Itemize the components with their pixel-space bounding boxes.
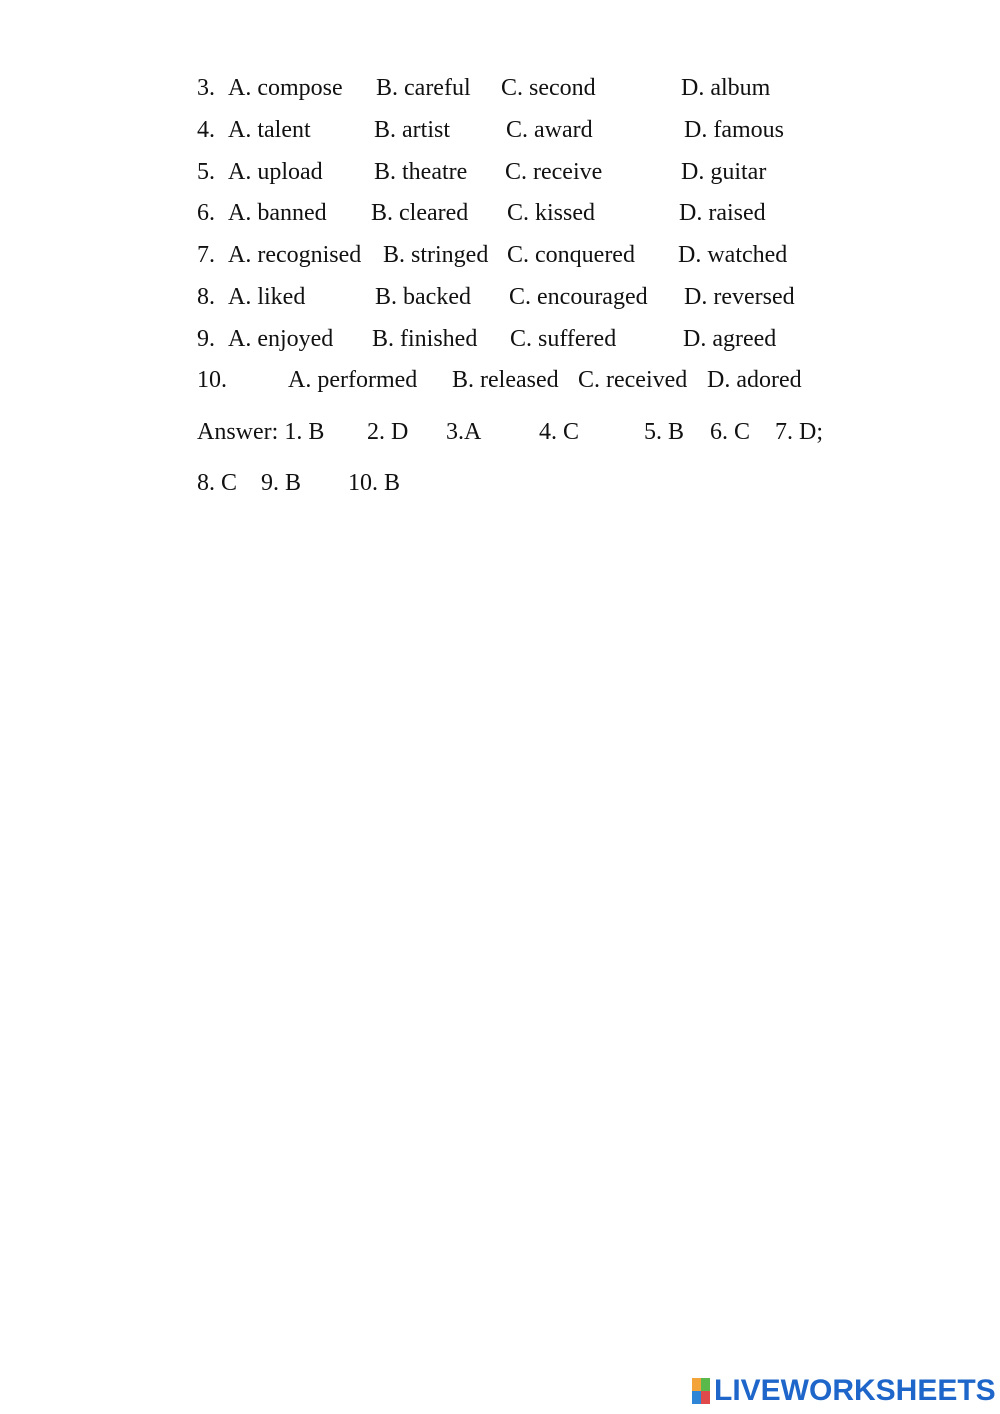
question-number: 9. (197, 326, 215, 352)
answer-item: 3.A (446, 419, 482, 445)
logo-cube (692, 1391, 701, 1404)
option-c: C. suffered (510, 326, 617, 352)
answer-item: 4. C (539, 419, 580, 445)
option-a: A. banned (228, 200, 327, 226)
option-d: D. album (681, 75, 771, 101)
option-a: A. recognised (228, 242, 362, 268)
question-number: 3. (197, 75, 215, 101)
option-c: C. conquered (507, 242, 635, 268)
answer-item: 2. D (367, 419, 409, 445)
option-d: D. watched (678, 242, 788, 268)
option-b: B. artist (374, 117, 450, 143)
live-cubes-icon (692, 1378, 710, 1404)
logo-cube (701, 1378, 710, 1391)
liveworksheets-logo (692, 1374, 996, 1408)
answer-item: 10. B (348, 470, 401, 496)
option-c: C. receive (505, 159, 603, 185)
option-b: B. finished (372, 326, 478, 352)
option-c: C. encouraged (509, 284, 648, 310)
question-number: 10. (197, 367, 227, 393)
logo-cube (701, 1391, 710, 1404)
option-c: C. received (578, 367, 688, 393)
question-number: 4. (197, 117, 215, 143)
answer-item: 6. C (710, 419, 751, 445)
question-number: 7. (197, 242, 215, 268)
brand-name: LIVEWORKSHEETS (714, 1374, 996, 1407)
question-number: 6. (197, 200, 215, 226)
answer-item: 7. D; (775, 419, 823, 445)
question-number: 8. (197, 284, 215, 310)
option-a: A. enjoyed (228, 326, 334, 352)
option-d: D. agreed (683, 326, 777, 352)
answer-item: Answer: 1. B (197, 419, 325, 445)
logo-cube (692, 1378, 701, 1391)
answer-item: 8. C (197, 470, 238, 496)
option-b: B. cleared (371, 200, 469, 226)
option-b: B. theatre (374, 159, 468, 185)
option-d: D. guitar (681, 159, 767, 185)
answer-item: 5. B (644, 419, 685, 445)
question-number: 5. (197, 159, 215, 185)
option-c: C. second (501, 75, 596, 101)
option-b: B. careful (376, 75, 471, 101)
answer-item: 9. B (261, 470, 302, 496)
option-d: D. raised (679, 200, 766, 226)
option-a: A. liked (228, 284, 306, 310)
option-a: A. upload (228, 159, 323, 185)
option-d: D. adored (707, 367, 802, 393)
option-b: B. backed (375, 284, 471, 310)
option-a: A. talent (228, 117, 311, 143)
option-d: D. reversed (684, 284, 795, 310)
option-b: B. stringed (383, 242, 489, 268)
option-b: B. released (452, 367, 559, 393)
option-a: A. performed (288, 367, 418, 393)
option-a: A. compose (228, 75, 343, 101)
option-c: C. award (506, 117, 593, 143)
option-d: D. famous (684, 117, 784, 143)
option-c: C. kissed (507, 200, 596, 226)
